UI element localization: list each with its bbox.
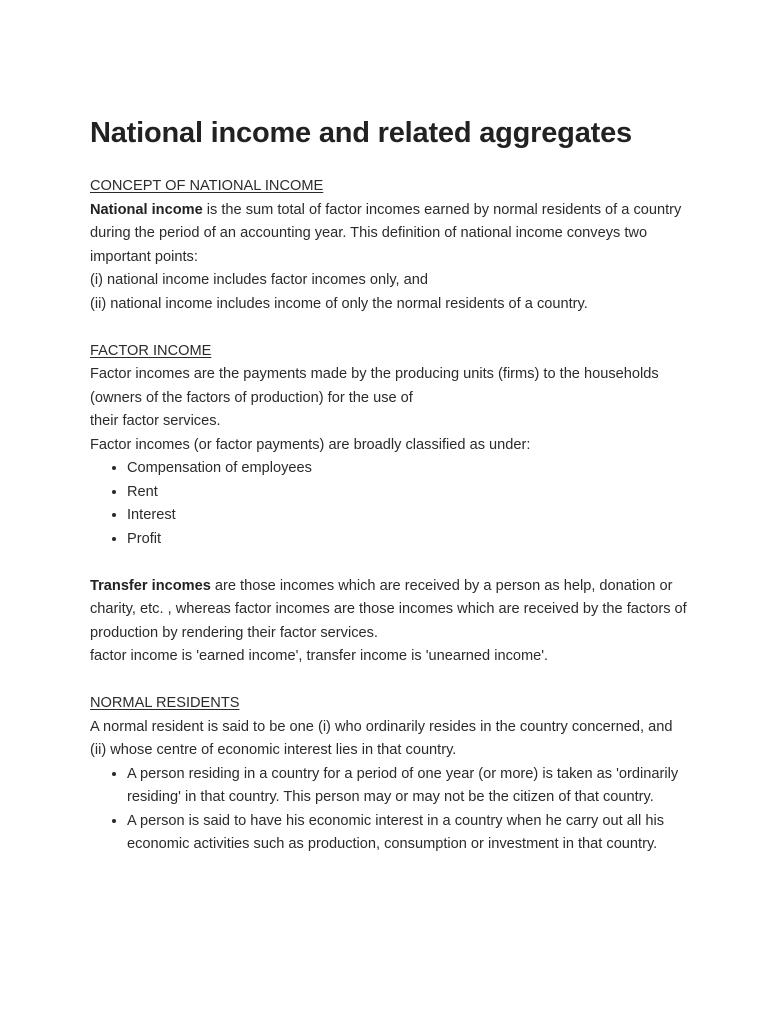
factor-text-3: Factor incomes (or factor payments) are broadly classified as under: <box>90 436 531 453</box>
page-title: National income and related aggregates <box>90 117 632 149</box>
concept-definition <box>90 199 690 270</box>
list-item: • Rent <box>127 481 690 505</box>
factor-list <box>90 457 690 551</box>
factor-text-2: their factor services. <box>90 413 221 429</box>
spacer <box>90 551 690 575</box>
section-factor-income <box>90 340 690 552</box>
concept-definition-text: is the sum total of factor incomes earned by normal residents of a country during the period of an accounting year. This definition of national income conveys two important points: <box>90 201 682 265</box>
transfer-definition <box>90 575 690 646</box>
list-item: • Profit <box>127 528 690 552</box>
concept-point-1: (i) national income includes factor incomes only, and <box>90 272 428 288</box>
document-page <box>90 113 690 857</box>
spacer <box>90 316 690 340</box>
section-concept <box>90 175 690 316</box>
residents-intro: A normal resident is said to be one (i) who ordinarily resides in the country concerned, and (ii) whose centre of economic interest lies in that country. <box>90 718 673 758</box>
section-heading-factor-income: FACTOR INCOME <box>90 342 212 359</box>
transfer-definition-text: are those incomes which are received by a person as help, donation or charity, etc. , whereas factor incomes are those incomes which are received by the factors of production by rendering their factor services. <box>90 577 687 641</box>
list-item: • A person is said to have his economic interest in a country when he carry out all his economic activities such as production, consumption or investment in that country. <box>127 810 690 857</box>
spacer <box>90 669 690 693</box>
concept-term: National income <box>90 201 203 218</box>
transfer-term: Transfer incomes <box>90 577 211 594</box>
transfer-note: factor income is 'earned income', transfer income is 'unearned income'. <box>90 648 549 664</box>
section-heading-normal-residents: NORMAL RESIDENTS <box>90 695 240 711</box>
section-heading-concept: CONCEPT OF NATIONAL INCOME <box>90 178 324 194</box>
list-item: • Interest <box>127 504 690 528</box>
section-normal-residents <box>90 692 690 857</box>
factor-text-1: Factor incomes are the payments made by the producing units (firms) to the households (owners of the factors of production) for the use of <box>90 366 659 406</box>
concept-point-2: (ii) national income includes income of only the normal residents of a country. <box>90 295 588 312</box>
residents-list <box>90 763 690 857</box>
section-transfer-income <box>90 575 690 669</box>
list-item: • Compensation of employees <box>127 457 690 481</box>
list-item: • A person residing in a country for a period of one year (or more) is taken as 'ordinarily residing' in that country. This person may or may not be the citizen of that country. <box>127 763 690 810</box>
